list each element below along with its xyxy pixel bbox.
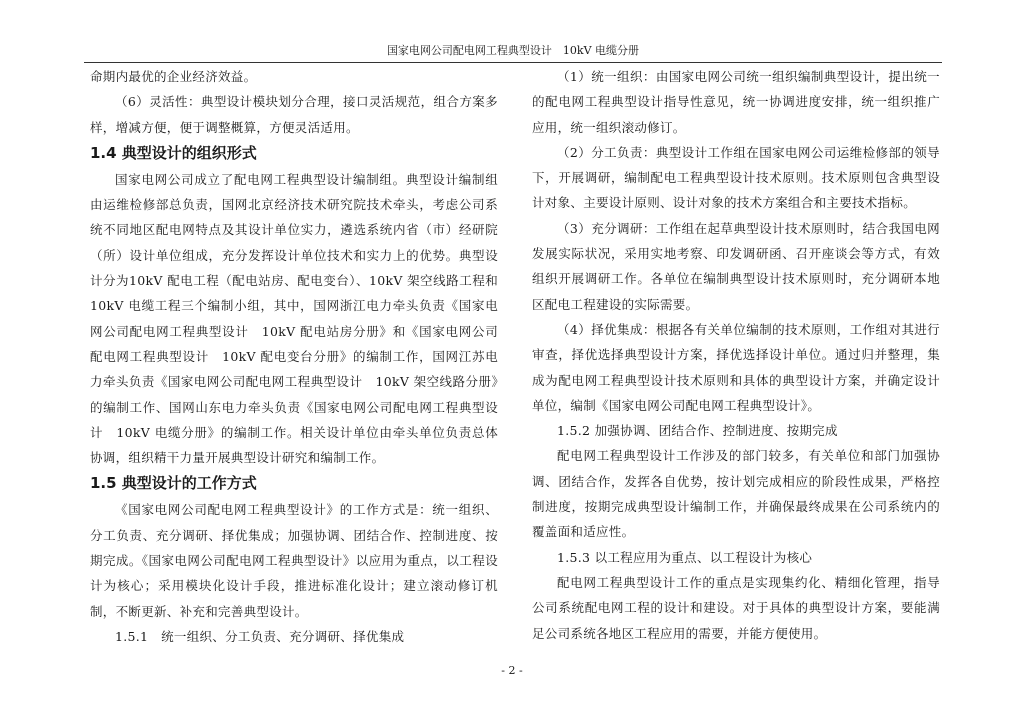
paragraph: 配电网工程典型设计工作涉及的部门较多，有关单位和部门加强协调、团结合作，发挥各自优势，按计划完成相应的阶段性成果，严格控制进度，按期完成典型设计编制工作，并确保最终成果在公司系统内的覆盖面和适应性。: [532, 448, 940, 540]
paragraph: （1）统一组织：由国家电网公司统一组织编制典型设计，提出统一的配电网工程典型设计指导性意见，统一协调进度安排，统一组织推广应用，统一组织滚动修订。: [532, 69, 940, 135]
paragraph: （3）充分调研：工作组在起草典型设计技术原则时，结合我国电网发展实际状况，采用实地考察、印发调研函、召开座谈会等方式，有效组织开展调研工作。各单位在编制典型设计技术原则时，充分调研本地区配电工程建设的实际需要。: [532, 220, 940, 312]
paragraph: （4）择优集成：根据各有关单位编制的技术原则，工作组对其进行审查，择优选择典型设计方案，择优选择设计单位。通过归并整理，集成为配电网工程典型设计技术原则和具体的典型设计方案，并确定设计单位，编制《国家电网公司配电网工程典型设计》。: [532, 321, 940, 413]
paragraph: 国家电网公司成立了配电网工程典型设计编制组。典型设计编制组由运维检修部总负责，国网北京经济技术研究院技术牵头，考虑公司系统不同地区配电网特点及其设计单位实力，遴选系统内省（市）经研院（所）设计单位组成，充分发挥设计单位技术和实力上的优势。典型设计分为10kV 配电工程（配电站房、配电变台）、10kV 架空线路工程和 10kV 电缆工程三个编制小组，其中，国网浙江电力牵头负责《国家电网公司配电网工程典型设计 10kV 配电站房分册》和《国家电网公司配电网工程典型设计 10kV 配电变台分册》的编制工作，国网江苏电力牵头负责《国家电网公司配电网工程典型设计 10kV 架空线路分册》的编制工作、国网山东电力牵头负责《国家电网公司配电网工程典型设计 10kV 电缆分册》的编制工作。相关设计单位由牵头单位负责总体协调，组织精干力量开展典型设计研究和编制工作。: [90, 171, 498, 466]
subsection-heading: 1.5.3 以工程应用为重点、以工程设计为核心: [557, 549, 813, 565]
paragraph: 配电网工程典型设计工作的重点是实现集约化、精细化管理，指导公司系统配电网工程的设计和建设。对于具体的典型设计方案，要能满足公司系统各地区工程应用的需要，并能方便使用。: [532, 574, 940, 641]
page-number: - 2 -: [501, 664, 523, 677]
paragraph: （6）灵活性：典型设计模块划分合理，接口灵活规范，组合方案多样，增减方便，便于调整概算，方便灵活适用。: [90, 94, 498, 135]
subsection-heading: 1.5.2 加强协调、团结合作、控制进度、按期完成: [557, 423, 838, 439]
paragraph: （2）分工负责：典型设计工作组在国家电网公司运维检修部的领导下，开展调研，编制配电工程典型设计技术原则。技术原则包含典型设计对象、主要设计原则、设计对象的技术方案组合和主要技术指标。: [532, 144, 940, 211]
left-column: [90, 64, 498, 649]
right-column: [532, 64, 940, 646]
section-heading: 1.4 典型设计的组织形式: [90, 143, 257, 162]
subsection-heading: 1.5.1 统一组织、分工负责、充分调研、择优集成: [115, 628, 405, 644]
running-header: 国家电网公司配电网工程典型设计 10kV 电缆分册: [84, 42, 942, 63]
paragraph: 《国家电网公司配电网工程典型设计》的工作方式是：统一组织、分工负责、充分调研、择优集成；加强协调、团结合作、控制进度、按期完成。《国家电网公司配电网工程典型设计》以应用为重点，以工程设计为核心；采用模块化设计手段，推进标准化设计；建立滚动修订机制，不断更新、补充和完善典型设计。: [90, 502, 498, 619]
paragraph: 命期内最优的企业经济效益。: [90, 69, 257, 84]
section-heading: 1.5 典型设计的工作方式: [90, 474, 257, 493]
